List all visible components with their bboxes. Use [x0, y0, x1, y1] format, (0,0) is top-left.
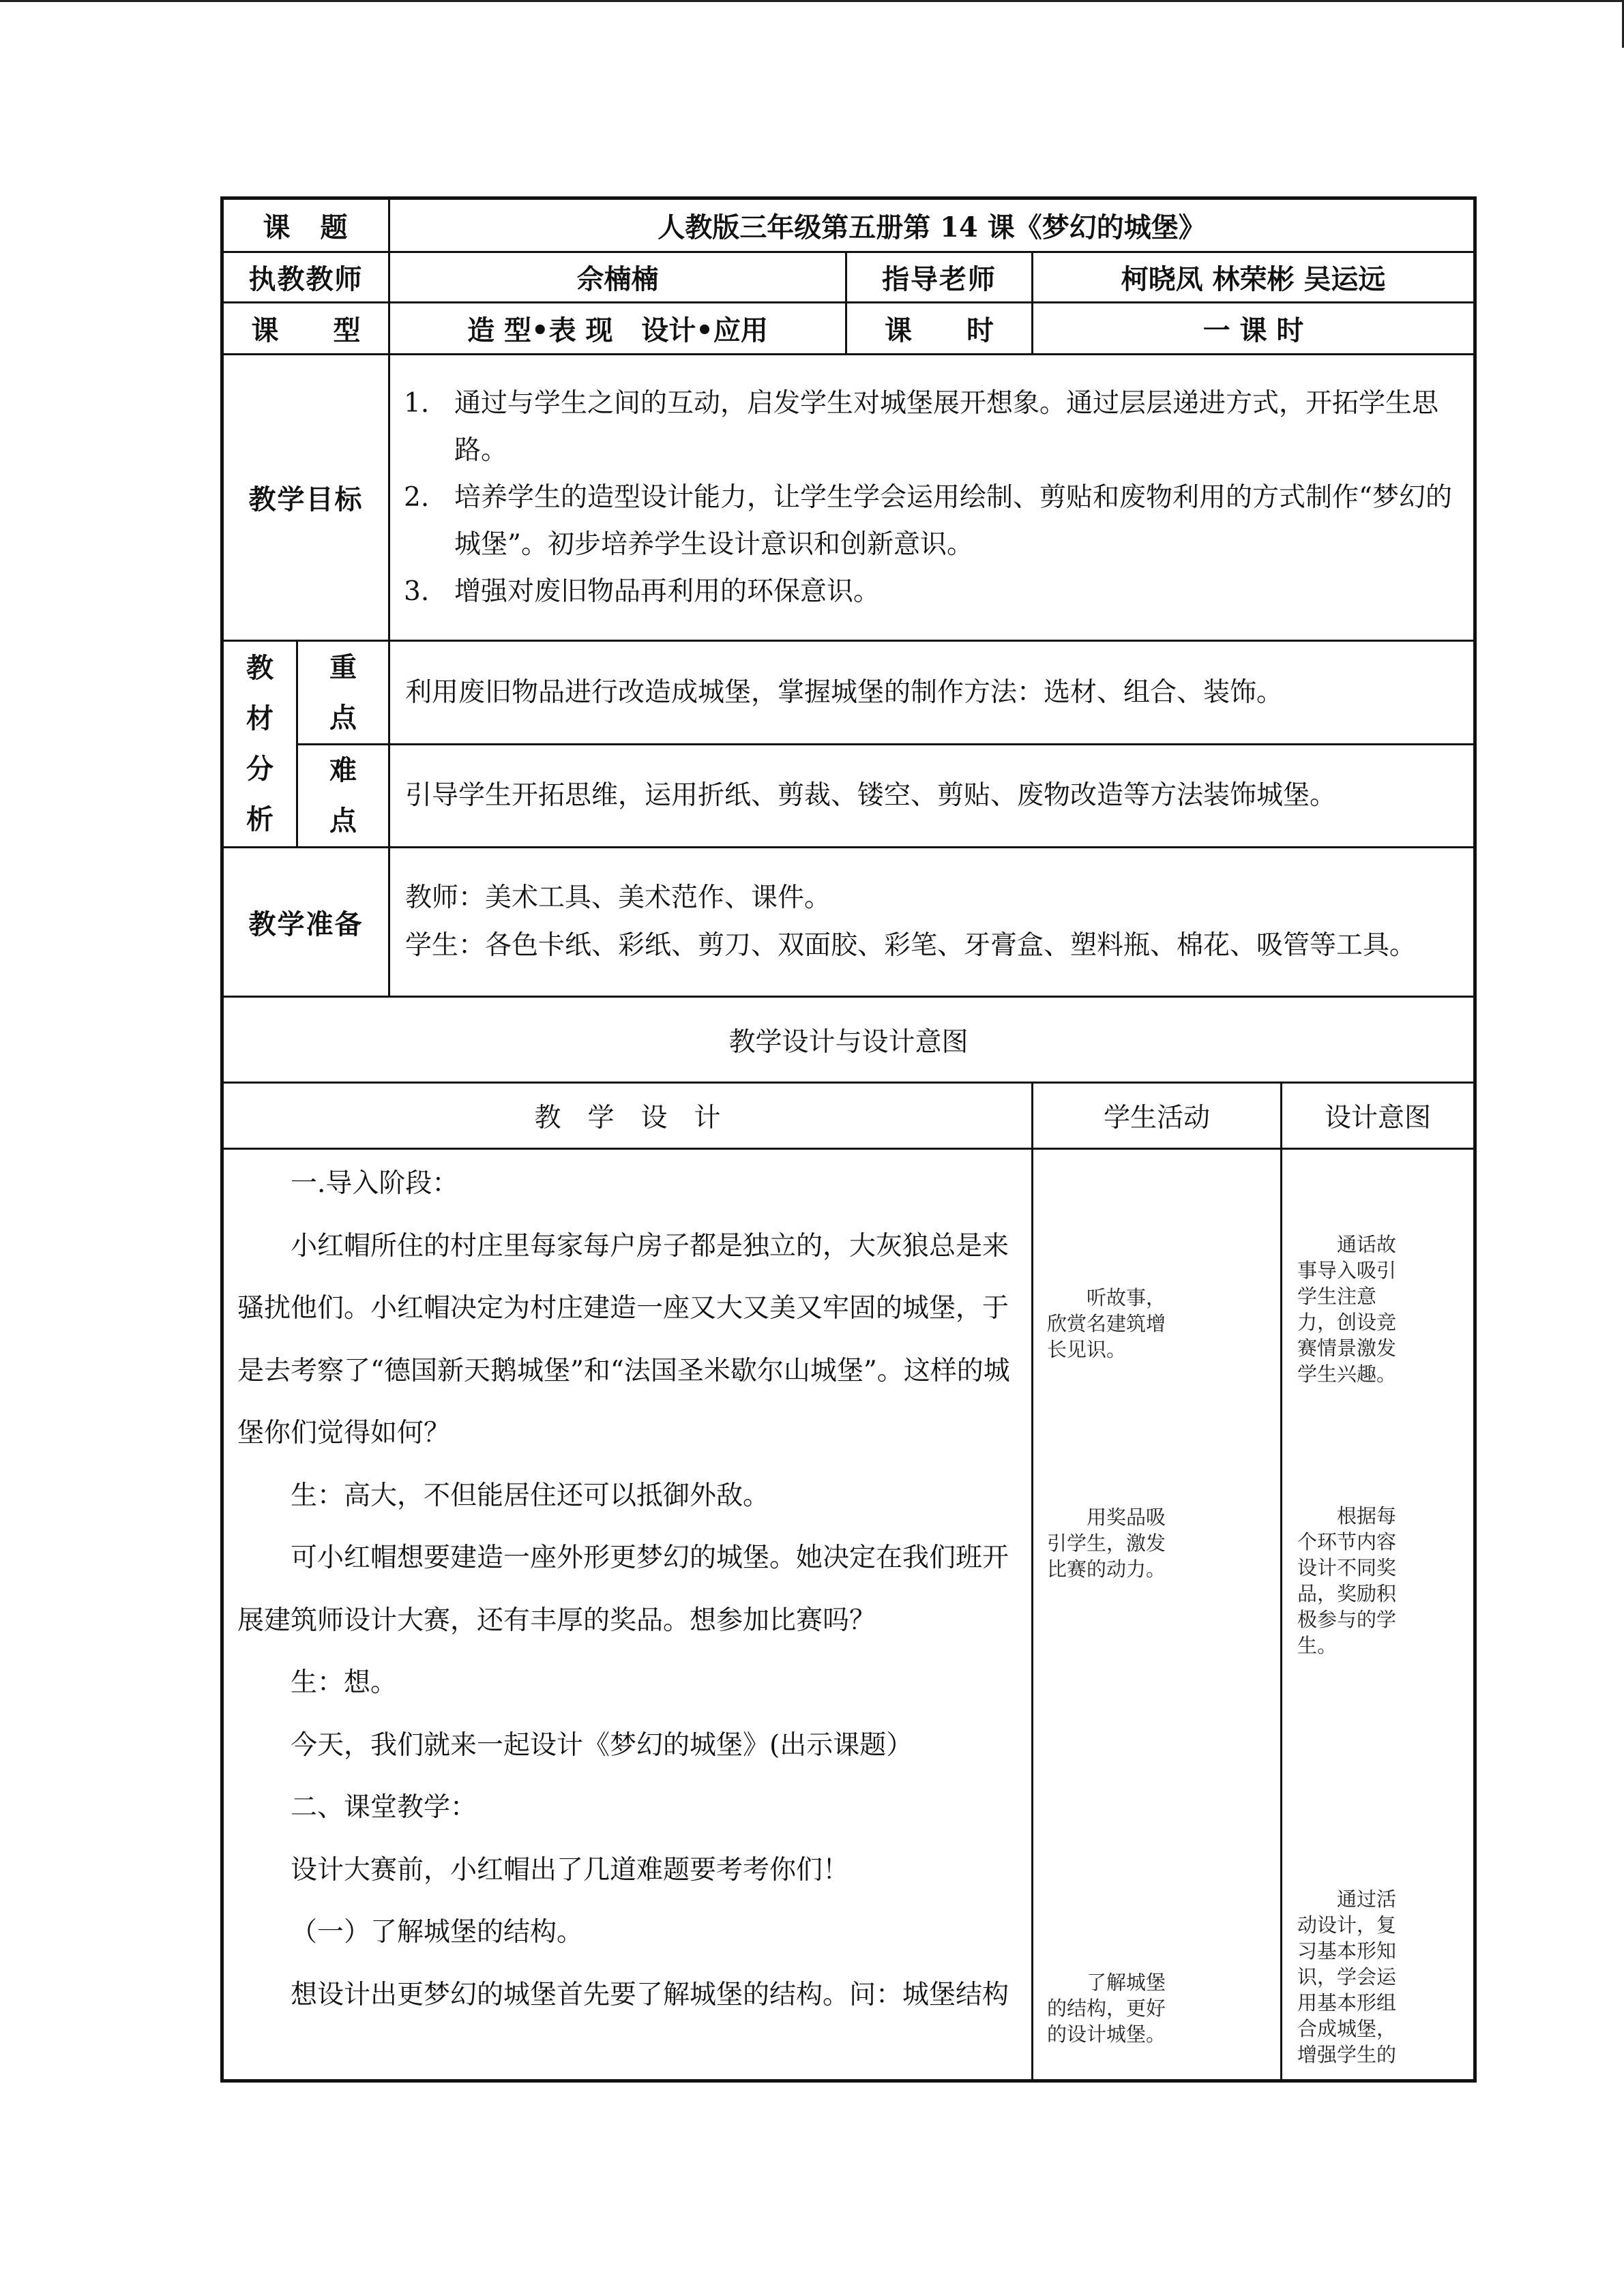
- intent-note: 通话故 事导入吸引 学生注意 力，创设竞 赛情景激发 学生兴趣。: [1297, 1233, 1397, 1386]
- activity-note: 用奖品吸 引学生，激发 比赛的动力。: [1047, 1506, 1166, 1581]
- teacher-row: [222, 252, 1475, 303]
- difficult-point-label: 难 点: [297, 745, 389, 848]
- objective-item: 1. 通过与学生之间的互动，启发学生对城堡展开想象。通过层层递进方式，开拓学生思路。: [404, 388, 1439, 466]
- col-activity-header: 学生活动: [1033, 1083, 1282, 1149]
- preparation-label: 教学准备: [222, 848, 389, 997]
- preparation-text: [389, 848, 1475, 997]
- objectives-label: 教学目标: [222, 355, 389, 641]
- preparation-teacher: 教师：美术工具、美术范作、课件。: [405, 882, 831, 913]
- design-paragraph: 今天，我们就来一起设计《梦幻的城堡》(出示课题）: [291, 1729, 913, 1761]
- design-paragraph: 二、课堂教学：: [291, 1792, 477, 1823]
- activity-note: 了解城堡 的结构，更好 的设计城堡。: [1047, 1971, 1166, 2046]
- topic-value: 人教版三年级第五册第 14 课《梦幻的城堡》: [389, 198, 1475, 252]
- design-paragraph: （一）了解城堡的结构。: [291, 1917, 584, 1948]
- design-paragraph: 生：高大，不但能居住还可以抵御外敌。: [291, 1480, 770, 1511]
- type-value: 造 型•表 现 设计•应用: [389, 303, 846, 355]
- activity-note: 听故事， 欣赏名建筑增 长见识。: [1047, 1286, 1166, 1361]
- design-paragraph: 想设计出更梦幻的城堡首先要了解城堡的结构。问：城堡结构: [291, 1979, 1009, 2010]
- lesson-plan-table: [220, 196, 1477, 2083]
- page-top-border: [0, 0, 1624, 2]
- design-paragraph: 小红帽所住的村庄里每家每户房子都是独立的，大灰狼总是来骚扰他们。小红帽决定为村庄建造一座又大又美又牢固的城堡，于是去考察了“德国新天鹅城堡”和“法国圣米歇尔山城堡”。这样的城堡你们觉得如何？: [237, 1230, 1010, 1448]
- intent-note: 根据每 个环节内容 设计不同奖 品，奖励积 极参与的学 生。: [1297, 1504, 1397, 1657]
- activity-column: [1033, 1149, 1282, 2081]
- preparation-student: 学生：各色卡纸、彩纸、剪刀、双面胶、彩笔、牙膏盒、塑料瓶、棉花、吸管等工具。: [405, 930, 1417, 961]
- design-body-row: [222, 1149, 1475, 2081]
- topic-row: [222, 198, 1475, 252]
- design-paragraph: 一.导入阶段：: [291, 1168, 459, 1199]
- advisor-value: 柯晓凤 林荣彬 吴运远: [1033, 252, 1475, 303]
- teacher-label: 执教教师: [222, 252, 389, 303]
- design-paragraph: 设计大赛前，小红帽出了几道难题要考考你们！: [291, 1854, 850, 1885]
- col-intent-header: 设计意图: [1282, 1083, 1475, 1149]
- intent-column: [1282, 1149, 1475, 2081]
- analysis-label: 教 材 分 析: [222, 641, 297, 848]
- design-paragraph: 可小红帽想要建造一座外形更梦幻的城堡。她决定在我们班开展建筑师设计大赛，还有丰厚的奖品。想参加比赛吗？: [237, 1542, 1009, 1636]
- period-label: 课 时: [846, 303, 1033, 355]
- teacher-value: 佘楠楠: [389, 252, 846, 303]
- key-point-label: 重 点: [297, 641, 389, 745]
- objectives-list: [389, 355, 1475, 641]
- period-value: 一 课 时: [1033, 303, 1475, 355]
- objectives-row: [222, 355, 1475, 641]
- objective-item: 3. 增强对废旧物品再利用的环保意识。: [404, 576, 881, 607]
- col-design-header: 教 学 设 计: [222, 1083, 1033, 1149]
- design-header-row: [222, 1083, 1475, 1149]
- key-point-text: 利用废旧物品进行改造成城堡，掌握城堡的制作方法：选材、组合、装饰。: [389, 641, 1475, 745]
- design-title-row: [222, 997, 1475, 1083]
- type-label: 课 型: [222, 303, 389, 355]
- topic-label: 课 题: [222, 198, 389, 252]
- difficult-point-text: 引导学生开拓思维，运用折纸、剪裁、镂空、剪贴、废物改造等方法装饰城堡。: [389, 745, 1475, 848]
- objective-item: 2. 培养学生的造型设计能力，让学生学会运用绘制、剪贴和废物利用的方式制作“梦幻的城堡”。初步培养学生设计意识和创新意识。: [404, 482, 1452, 560]
- advisor-label: 指导老师: [846, 252, 1033, 303]
- design-title: 教学设计与设计意图: [222, 997, 1475, 1083]
- design-paragraph: 生：想。: [291, 1667, 398, 1698]
- difficult-point-row: [222, 745, 1475, 848]
- type-row: [222, 303, 1475, 355]
- key-point-row: [222, 641, 1475, 745]
- intent-note: 通过活 动设计，复 习基本形知 识，学会运 用基本形组 合成城堡， 增强学生的: [1297, 1888, 1397, 2066]
- preparation-row: [222, 848, 1475, 997]
- design-body: [222, 1149, 1033, 2081]
